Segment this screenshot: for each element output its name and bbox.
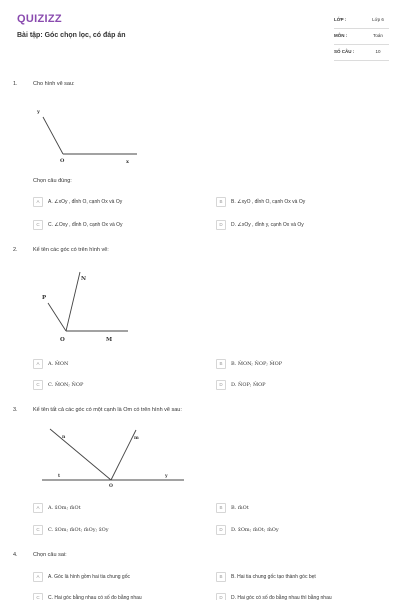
label-p: P — [42, 295, 47, 301]
option-text: A. x̂Om; m̂Ot — [48, 504, 81, 511]
option-text: D. Hai góc có số đo bằng nhau thì bằng nhau — [231, 594, 332, 600]
label-y: y — [165, 474, 168, 479]
option-d[interactable] — [216, 523, 279, 536]
question-number: 2. — [13, 247, 18, 253]
question-number: 4. — [13, 552, 18, 558]
option-key: A — [33, 359, 43, 369]
option-text: A. Góc là hình gồm hai tia chung gốc — [48, 573, 130, 580]
label-m: M — [106, 337, 113, 343]
option-key: A — [33, 572, 43, 582]
option-key: D — [216, 220, 226, 230]
label-n: n — [62, 435, 66, 440]
option-key: D — [216, 593, 226, 600]
option-key: D — [216, 525, 226, 535]
label-n: N — [81, 276, 87, 282]
option-text: C. x̂Om; m̂Ot; m̂Oy; x̂Oy — [48, 526, 109, 533]
option-text: B. M̂ON; N̂OP; M̂OP — [231, 360, 283, 367]
option-key: A — [33, 197, 43, 207]
option-key: C — [33, 525, 43, 535]
option-text: C. Hai góc bằng nhau có số đo bằng nhau — [48, 594, 142, 600]
option-d[interactable] — [216, 591, 332, 600]
worksheet-title: Bài tập: Góc chọn lọc, có đáp án — [17, 32, 126, 39]
option-b[interactable] — [216, 501, 249, 514]
option-text: D. N̂OP; M̂OP — [231, 381, 266, 388]
option-b[interactable] — [216, 570, 316, 583]
option-key: B — [216, 197, 226, 207]
option-text: A. M̂ON — [48, 360, 69, 367]
meta-value: 10 — [375, 49, 381, 54]
question-text: Chọn câu sai: — [33, 552, 67, 558]
option-text: C. ∠Oxy , đỉnh O, cạnh Ox và Oy — [48, 221, 123, 228]
label-o: O — [60, 337, 65, 343]
option-text: D. ∠xOy , đỉnh y, cạnh Ox và Oy — [231, 221, 304, 228]
meta-label: MÔN : — [334, 33, 348, 38]
option-text: A. ∠xOy , đỉnh O, cạnh Ox và Oy — [48, 198, 123, 205]
option-c[interactable] — [33, 591, 142, 600]
option-key: C — [33, 220, 43, 230]
question-number: 1. — [13, 81, 18, 87]
meta-value: Lớp 6 — [372, 17, 384, 22]
question-number: 3. — [13, 407, 18, 413]
question-text: Kể tên các góc có trên hình vẽ: — [33, 247, 109, 253]
option-key: D — [216, 380, 226, 390]
meta-label: LỚP : — [334, 17, 347, 22]
option-text: D. x̂Om; m̂Ot; m̂Oy — [231, 526, 279, 533]
option-key: C — [33, 380, 43, 390]
option-a[interactable] — [33, 501, 81, 514]
option-key: B — [216, 572, 226, 582]
label-y: y — [37, 109, 40, 115]
option-text: C. M̂ON; N̂OP — [48, 381, 84, 388]
label-t: t — [58, 474, 61, 479]
meta-value: Toán — [373, 33, 383, 38]
label-o: O — [109, 484, 113, 489]
option-a[interactable] — [33, 570, 130, 583]
question-text: Kể tên tất cả các góc có một cạnh là Om có trên hình vẽ sau: — [33, 407, 182, 413]
question-text: Cho hình vẽ sau: — [33, 81, 75, 87]
option-text: B. m̂Ot — [231, 504, 249, 511]
question-subtext: Chọn câu đúng: — [33, 178, 72, 184]
quizizz-logo: QUIZIZZ — [17, 13, 62, 25]
meta-label: SỐ CÂU : — [334, 49, 355, 54]
label-x: x — [126, 159, 129, 165]
option-c[interactable] — [33, 523, 109, 536]
option-key: A — [33, 503, 43, 513]
option-text: B. Hai tia chung gốc tạo thành góc bẹt — [231, 573, 316, 580]
option-key: B — [216, 359, 226, 369]
option-text: B. ∠xyO , đỉnh O, cạnh Ox và Oy — [231, 198, 306, 205]
label-o: O — [60, 158, 65, 164]
option-key: B — [216, 503, 226, 513]
label-m: m — [134, 436, 139, 441]
option-key: C — [33, 593, 43, 600]
